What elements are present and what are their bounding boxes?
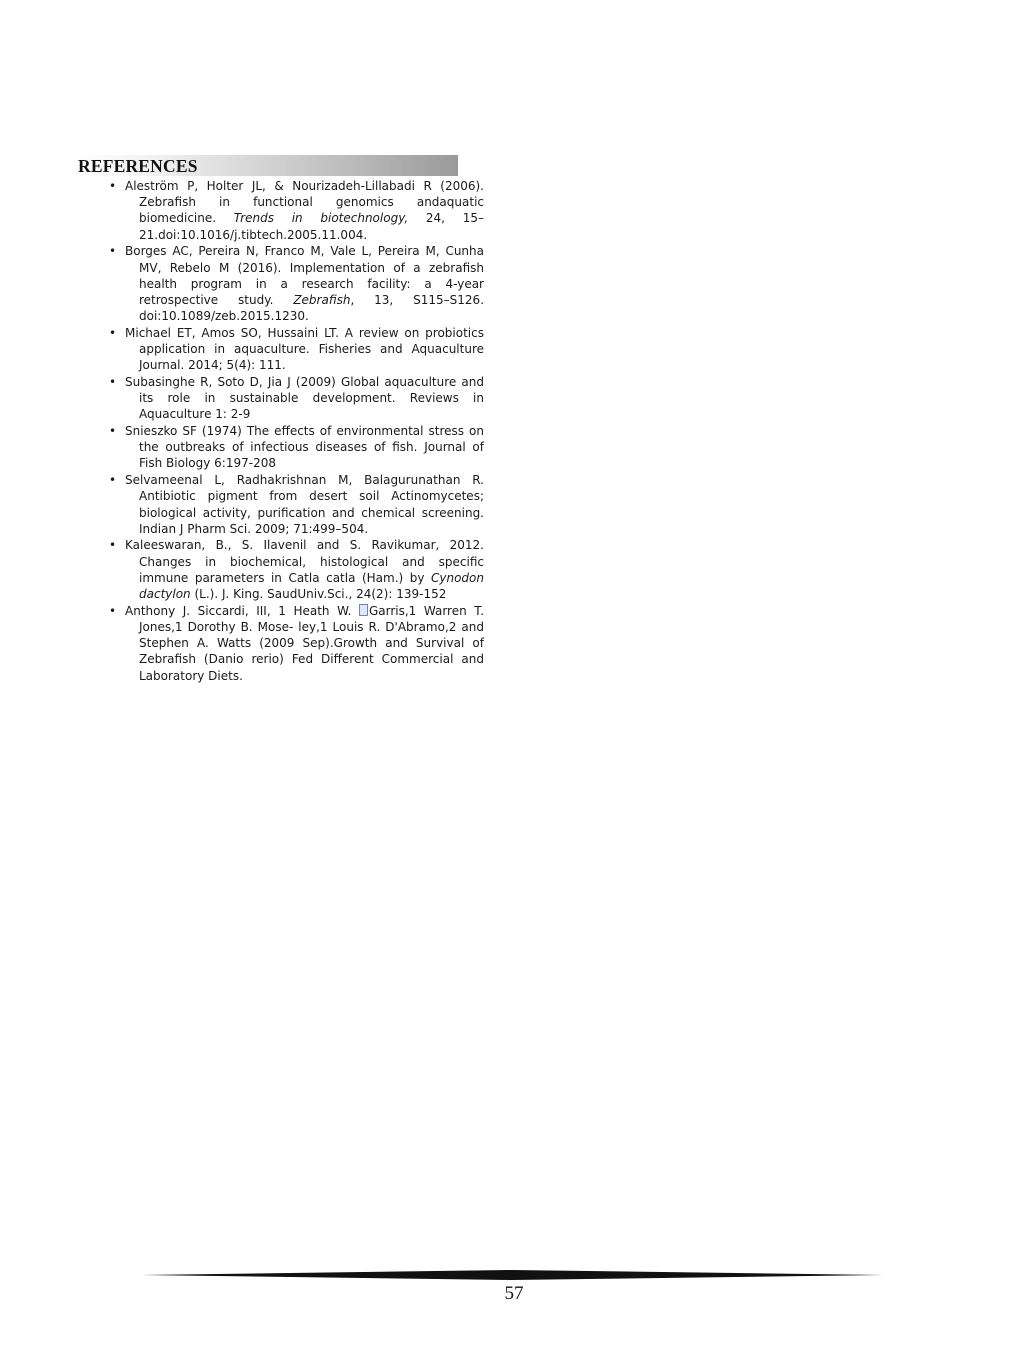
reference-item-6 — [106, 472, 484, 537]
reference-text: Snieszko SF (1974) The effects of environmental stress on the outbreaks of infectious diseases of fish. Journal of Fish Biology 6:197-208 — [125, 424, 484, 471]
reference-text: Michael ET, Amos SO, Hussaini LT. A review on probiotics application in aquaculture. Fisheries and Aquaculture Journal. 2014; 5(4): 111. — [125, 325, 484, 373]
reference-text-end: (L.). J. King. SaudUniv.Sci., 24(2): 139-152 — [190, 587, 447, 602]
bullet-icon: • — [109, 244, 117, 259]
reference-item-8 — [106, 603, 484, 684]
reference-item-7 — [106, 537, 484, 602]
reference-item-5 — [106, 423, 484, 472]
reference-item-2 — [106, 243, 484, 324]
reference-journal: Zebrafish — [293, 292, 351, 307]
reference-item-3 — [106, 325, 484, 374]
bullet-icon: • — [109, 424, 117, 439]
reference-text: Aleström P, Holter JL, & Nourizadeh-Lillabadi R (2006). Zebrafish in functional genomics andaquatic biomedicine. — [125, 179, 484, 226]
reference-species: Cynodon dactylon — [139, 570, 484, 602]
reference-item-4 — [106, 374, 484, 423]
reference-journal: Trends in biotechnology, — [233, 211, 409, 226]
page-number: 57 — [504, 1283, 524, 1304]
reference-list — [106, 178, 484, 684]
bullet-icon: • — [109, 325, 117, 340]
reference-item-1 — [106, 178, 484, 243]
references-heading-bar — [77, 155, 458, 176]
bullet-icon: • — [109, 374, 117, 389]
bullet-icon: • — [109, 538, 117, 553]
references-heading: REFERENCES — [78, 156, 198, 176]
reference-text: Anthony J. Siccardi, III, 1 Heath W. — [125, 603, 359, 618]
reference-text-end: Garris,1 Warren T. Jones,1 Dorothy B. Mose- ley,1 Louis R. D'Abramo,2 and Stephen A. Watts (2009 Sep).Growth and Survival of Zebrafish (Danio rerio) Fed Different Commercial and Laboratory Diets. — [139, 603, 485, 683]
reference-text: Subasinghe R, Soto D, Jia J (2009) Global aquaculture and its role in sustainable development. Reviews in Aquaculture 1: 2-9 — [125, 374, 484, 422]
bullet-icon: • — [109, 603, 117, 618]
reference-text: Kaleeswaran, B., S. Ilavenil and S. Ravikumar, 2012. Changes in biochemical, histological and specific immune parameters in Catla catla (Ham.) by — [125, 538, 484, 585]
bullet-icon: • — [109, 473, 117, 488]
broken-image-icon — [359, 604, 368, 616]
bullet-icon: • — [109, 179, 117, 193]
reference-text: Selvameenal L, Radhakrishnan M, Balagurunathan R. Antibiotic pigment from desert soil Actinomycetes; biological activity, purification and chemical screening. Indian J Pharm Sci. 2009; 71:499–504. — [125, 473, 484, 536]
reference-text-end: 24, 15–21.doi:10.1016/j.tibtech.2005.11.004. — [139, 211, 484, 242]
reference-text-end: , 13, S115–S126. doi:10.1089/zeb.2015.1230. — [139, 292, 485, 324]
footer-rule — [142, 1268, 883, 1282]
reference-text: Borges AC, Pereira N, Franco M, Vale L, Pereira M, Cunha MV, Rebelo M (2016). Implementation of a zebrafish health program in a research facility: a 4-year retrospective study. — [125, 244, 484, 307]
